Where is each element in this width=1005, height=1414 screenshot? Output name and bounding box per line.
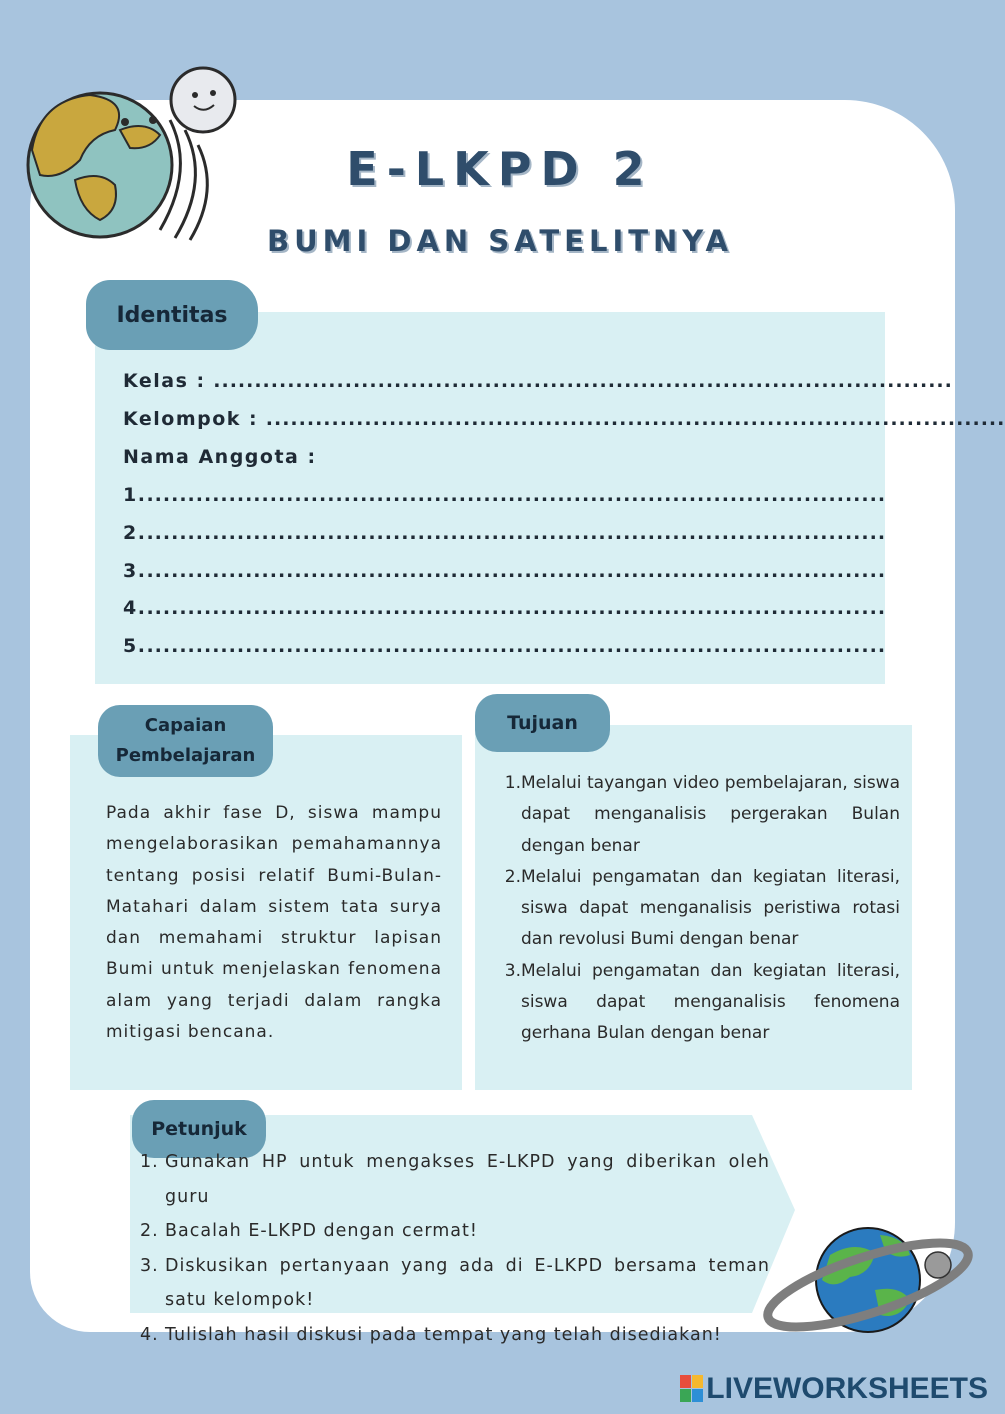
planet-ring-illustration	[760, 1215, 975, 1345]
anggota-field-5[interactable]: 5...........................................................................................	[123, 635, 887, 657]
anggota-field-3[interactable]: 3...........................................................................................	[123, 560, 887, 582]
petunjuk-item: 2. Bacalah E-LKPD dengan cermat!	[140, 1221, 478, 1241]
liveworksheets-logo-text: LIVEWORKSHEETS	[706, 1372, 988, 1405]
page-title: E-LKPD 2	[346, 142, 654, 196]
kelompok-field[interactable]	[123, 408, 1005, 430]
kelas-blank: ..........................................................................................	[205, 370, 953, 392]
page-subtitle: BUMI DAN SATELITNYA	[267, 224, 733, 258]
kelas-label: Kelas :	[123, 370, 206, 392]
kelompok-blank: ..........................................................................................	[258, 408, 1005, 430]
capaian-text: Pada akhir fase D, siswa mampu mengelaborasikan pemahamannya tentang posisi relatif Bumi-Bulan-Matahari dalam sistem tata surya dan memahami struktur lapisan Bumi untuk menjelaskan fenomena alam yang terjadi dalam rangka mitigasi bencana.	[106, 803, 442, 1043]
liveworksheets-badge-icon	[680, 1375, 704, 1403]
kelas-field[interactable]	[123, 370, 953, 392]
capaian-tab-line1: Capaian	[144, 715, 227, 736]
petunjuk-list	[140, 1145, 770, 1352]
anggota-number: 2.	[123, 522, 147, 544]
anggota-field-1[interactable]: 1...........................................................................................	[123, 484, 887, 506]
anggota-field-2[interactable]: 2...........................................................................................	[123, 522, 887, 544]
capaian-tab	[98, 705, 273, 777]
anggota-number: 5.	[123, 635, 147, 657]
liveworksheets-logo[interactable]	[680, 1372, 988, 1406]
tujuan-item: 3. Melalui pengamatan dan kegiatan literasi, siswa dapat menganalisis fenomena gerhana Bulan dengan benar	[504, 960, 900, 1044]
tujuan-item: 2. Melalui pengamatan dan kegiatan literasi, siswa dapat menganalisis peristiwa rotasi dan revolusi Bumi dengan benar	[504, 866, 900, 950]
tujuan-item: 1. Melalui tayangan video pembelajaran, siswa dapat menganalisis pergerakan Bulan dengan benar	[504, 773, 900, 856]
petunjuk-item: 4. Tulislah hasil diskusi pada tempat yang telah disediakan!	[140, 1324, 722, 1345]
anggota-number: 4.	[123, 597, 147, 619]
petunjuk-tab: Petunjuk	[132, 1100, 266, 1158]
petunjuk-item: 3. Diskusikan pertanyaan yang ada di E-LKPD bersama teman satu kelompok!	[140, 1255, 770, 1310]
anggota-field-4[interactable]: 4...........................................................................................	[123, 597, 887, 619]
capaian-tab-line2: Pembelajaran	[115, 745, 256, 766]
kelompok-label: Kelompok :	[123, 408, 259, 430]
tujuan-list	[500, 768, 900, 1050]
nama-anggota-label: Nama Anggota :	[123, 446, 317, 468]
anggota-number: 3.	[123, 560, 147, 582]
anggota-number: 1.	[123, 484, 147, 506]
identitas-tab: Identitas	[86, 280, 258, 350]
tujuan-tab: Tujuan	[475, 694, 610, 752]
petunjuk-item: 1. Gunakan HP untuk mengakses E-LKPD yang diberikan oleh guru	[140, 1152, 770, 1207]
